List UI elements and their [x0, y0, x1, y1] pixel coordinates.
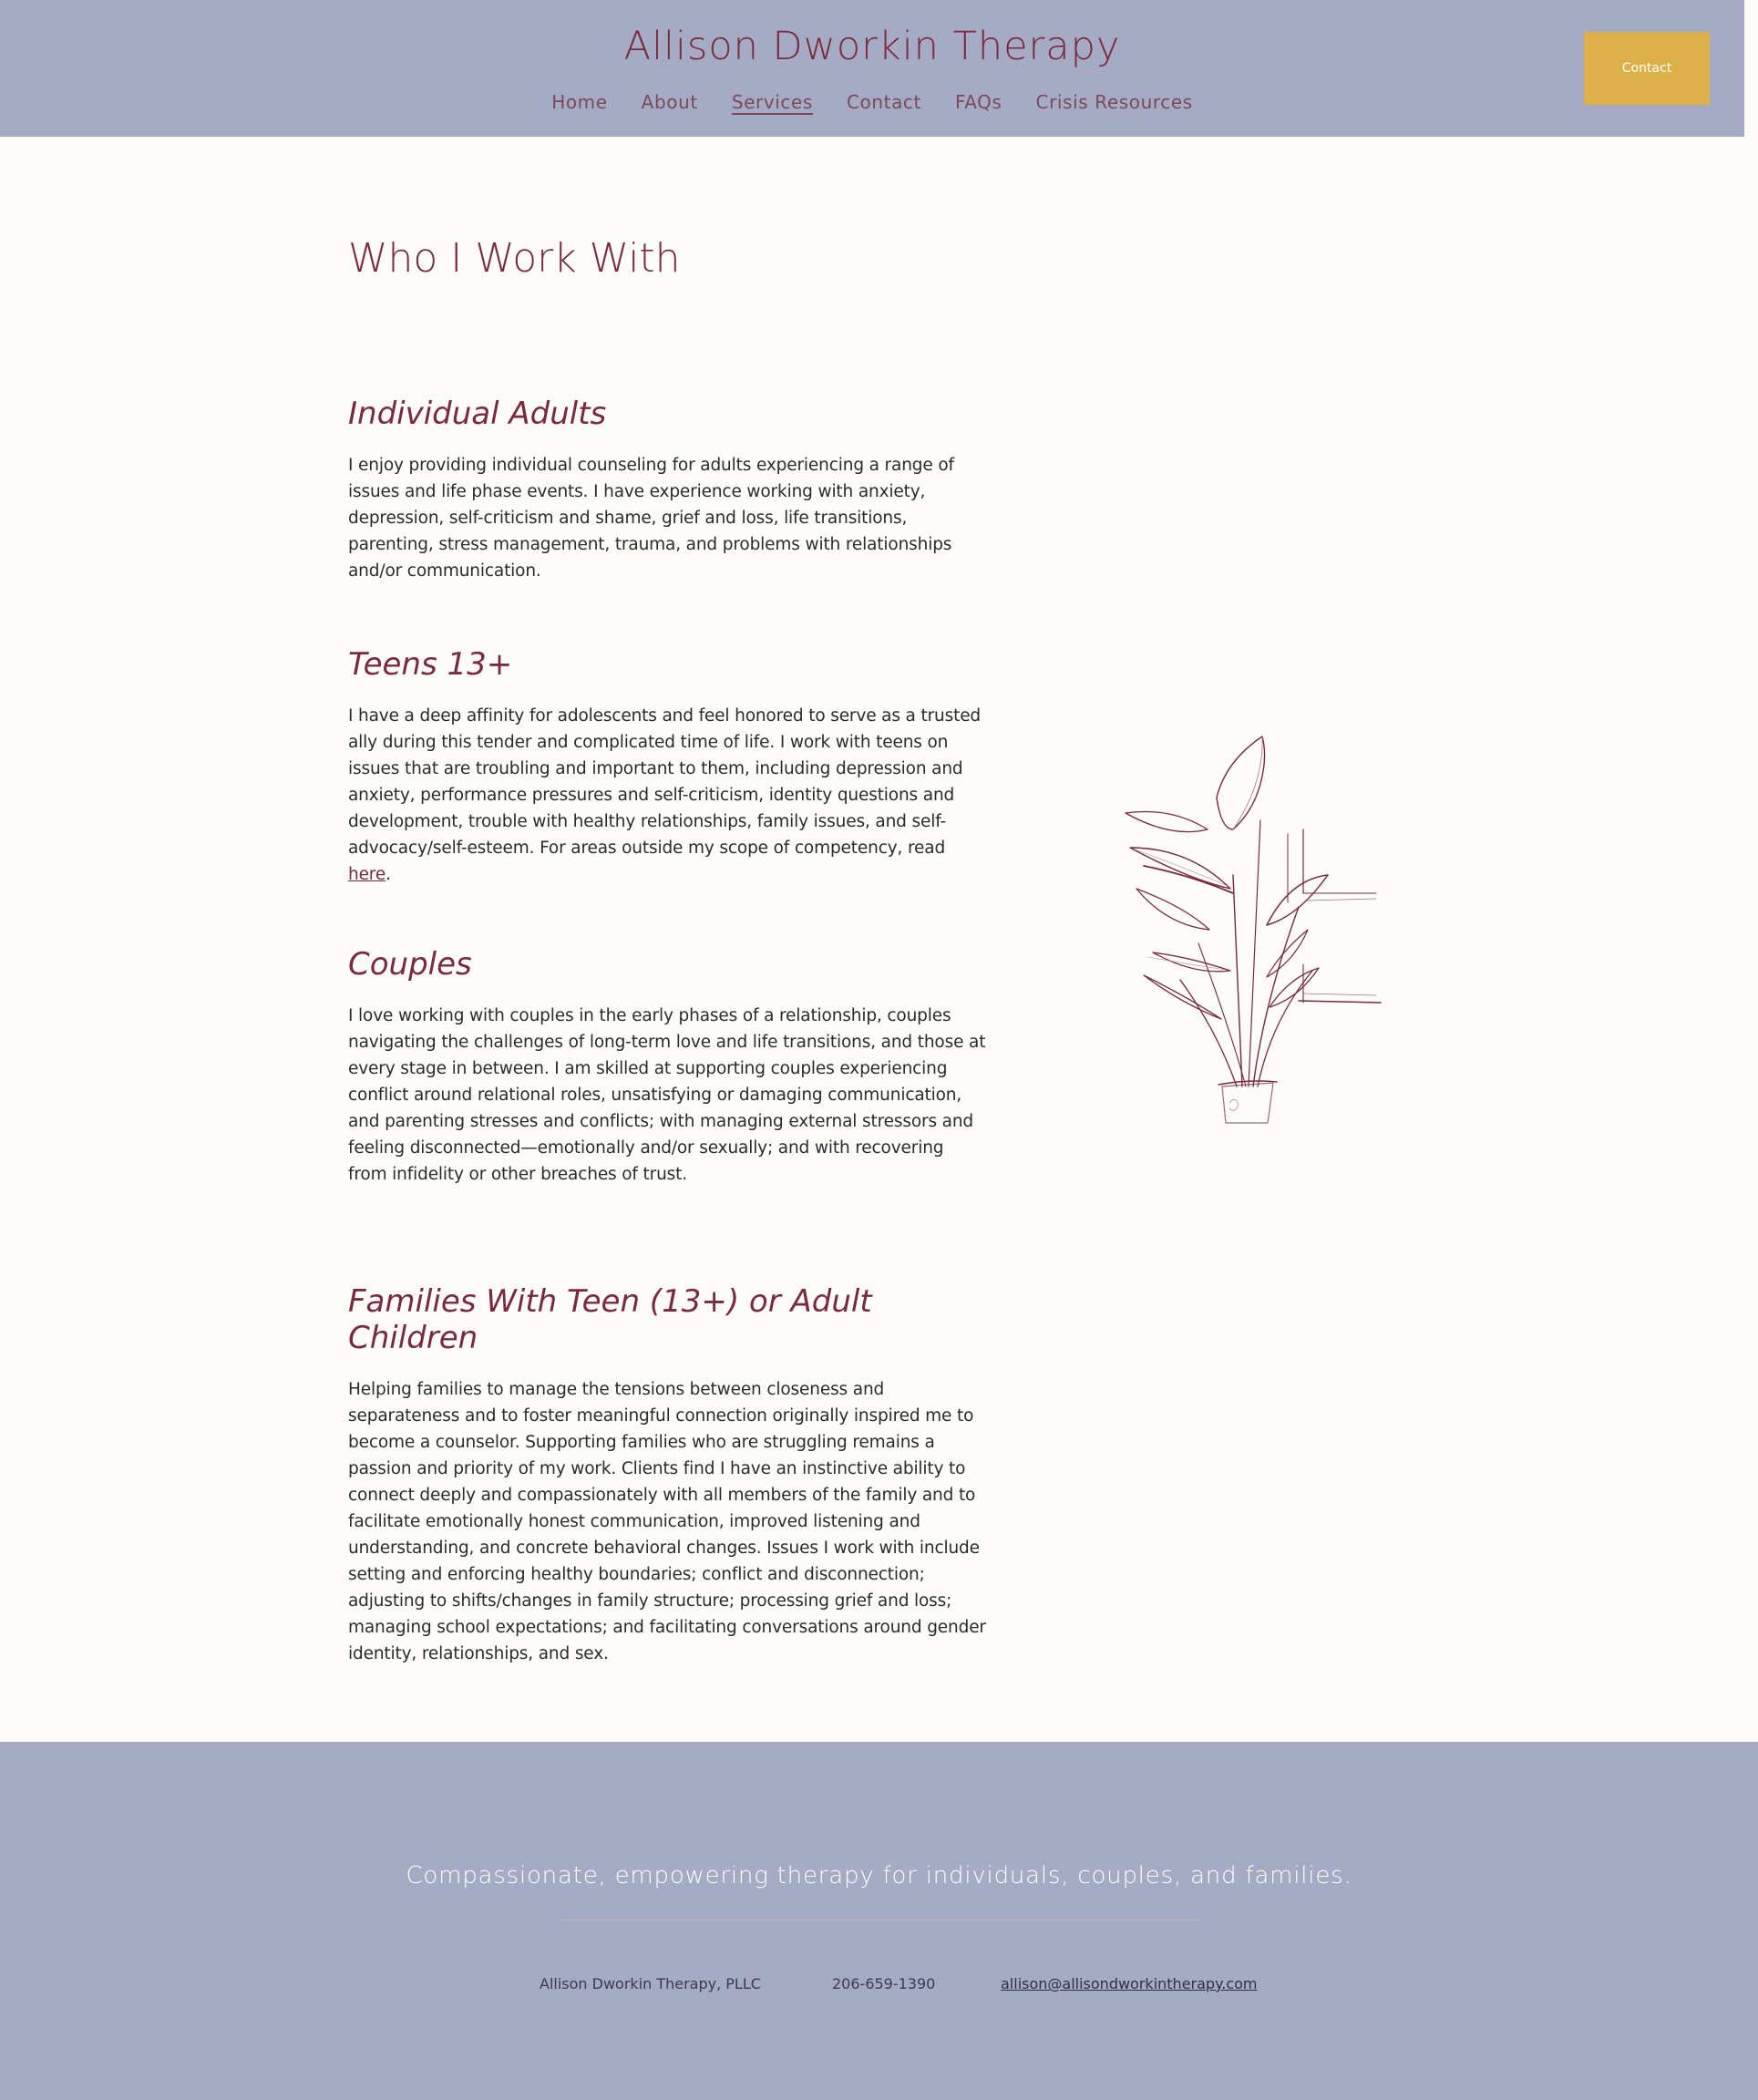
scope-here-link[interactable]: here [348, 865, 386, 884]
service-title: Couples [348, 946, 472, 983]
service-teens [348, 646, 986, 888]
service-description-end: . [386, 865, 391, 884]
footer-tagline: Compassionate, empowering therapy for individuals, couples, and families. [406, 1862, 1352, 1889]
nav-home[interactable]: Home [551, 91, 608, 113]
service-description: I love working with couples in the early phases of a relationship, couples navigating the challenges of long-term love and life transitions, and those at every stage in between. I am skilled at supporting couples experiencing conflict around relational roles, unsatisfying or damaging communication, and parenting stresses and conflicts; with managing external stressors and feeling disconnected—emotionally and/or sexually; and with recovering from infidelity or other breaches of trust. [348, 1006, 986, 1184]
footer-email-link[interactable]: allison@allisondworkintherapy.com [1001, 1975, 1258, 1992]
service-families [348, 1283, 986, 1667]
service-description: Helping families to manage the tensions between closeness and separateness and to foster meaningful connection originally inspired me to become a counselor. Supporting families who are struggling remains a passion and priority of my work. Clients find I have an instinctive ability to connect deeply and compassionately with all members of the family and to facilitate emotionally honest communication, improved listening and understanding, and concrete behavioral changes. Issues I work with include setting and enforcing healthy boundaries; conflict and disconnection; adjusting to shifts/changes in family structure; processing grief and loss; managing school expectations; and facilitating conversations around gender identity, relationships, and sex. [348, 1380, 986, 1663]
service-description [348, 703, 986, 888]
service-title: Teens 13+ [348, 646, 513, 683]
nav-about[interactable]: About [641, 91, 698, 113]
plant-illustration [1116, 729, 1390, 1135]
footer-phone: 206-659-1390 [832, 1975, 936, 1992]
service-description-text: I have a deep affinity for adolescents and feel honored to serve as a trusted ally during this tender and complicated time of life. I work with teens on issues that are troubling and important to them, including depression and anxiety, performance pressures and self-criticism, identity questions and development, trouble with healthy relationships, family issues, and self-advocacy/self-esteem. For areas outside my scope of competency, read [348, 706, 982, 858]
nav-faqs[interactable]: FAQs [954, 91, 1002, 113]
contact-button[interactable]: Contact [1584, 32, 1710, 105]
site-title[interactable]: Allison Dworkin Therapy [623, 24, 1121, 69]
main-nav [0, 91, 1744, 113]
nav-contact[interactable]: Contact [846, 91, 921, 113]
service-couples [348, 946, 986, 1188]
nav-crisis-resources[interactable]: Crisis Resources [1035, 91, 1193, 113]
site-footer [0, 1742, 1758, 2100]
page-title: Who I Work With [348, 235, 681, 282]
service-description: I enjoy providing individual counseling for adults experiencing a range of issues and life phase events. I have experience working with anxiety, depression, self-criticism and shame, grief and loss, life transitions, parenting, stress management, trauma, and problems with relationships and/or communication. [348, 456, 954, 581]
site-header [0, 0, 1744, 137]
nav-services[interactable]: Services [731, 91, 813, 113]
service-individual-adults [348, 396, 986, 584]
service-title: Individual Adults [348, 396, 607, 432]
footer-company: Allison Dworkin Therapy, PLLC [540, 1975, 761, 1992]
service-title: Families With Teen (13+) or Adult Children [348, 1283, 872, 1356]
